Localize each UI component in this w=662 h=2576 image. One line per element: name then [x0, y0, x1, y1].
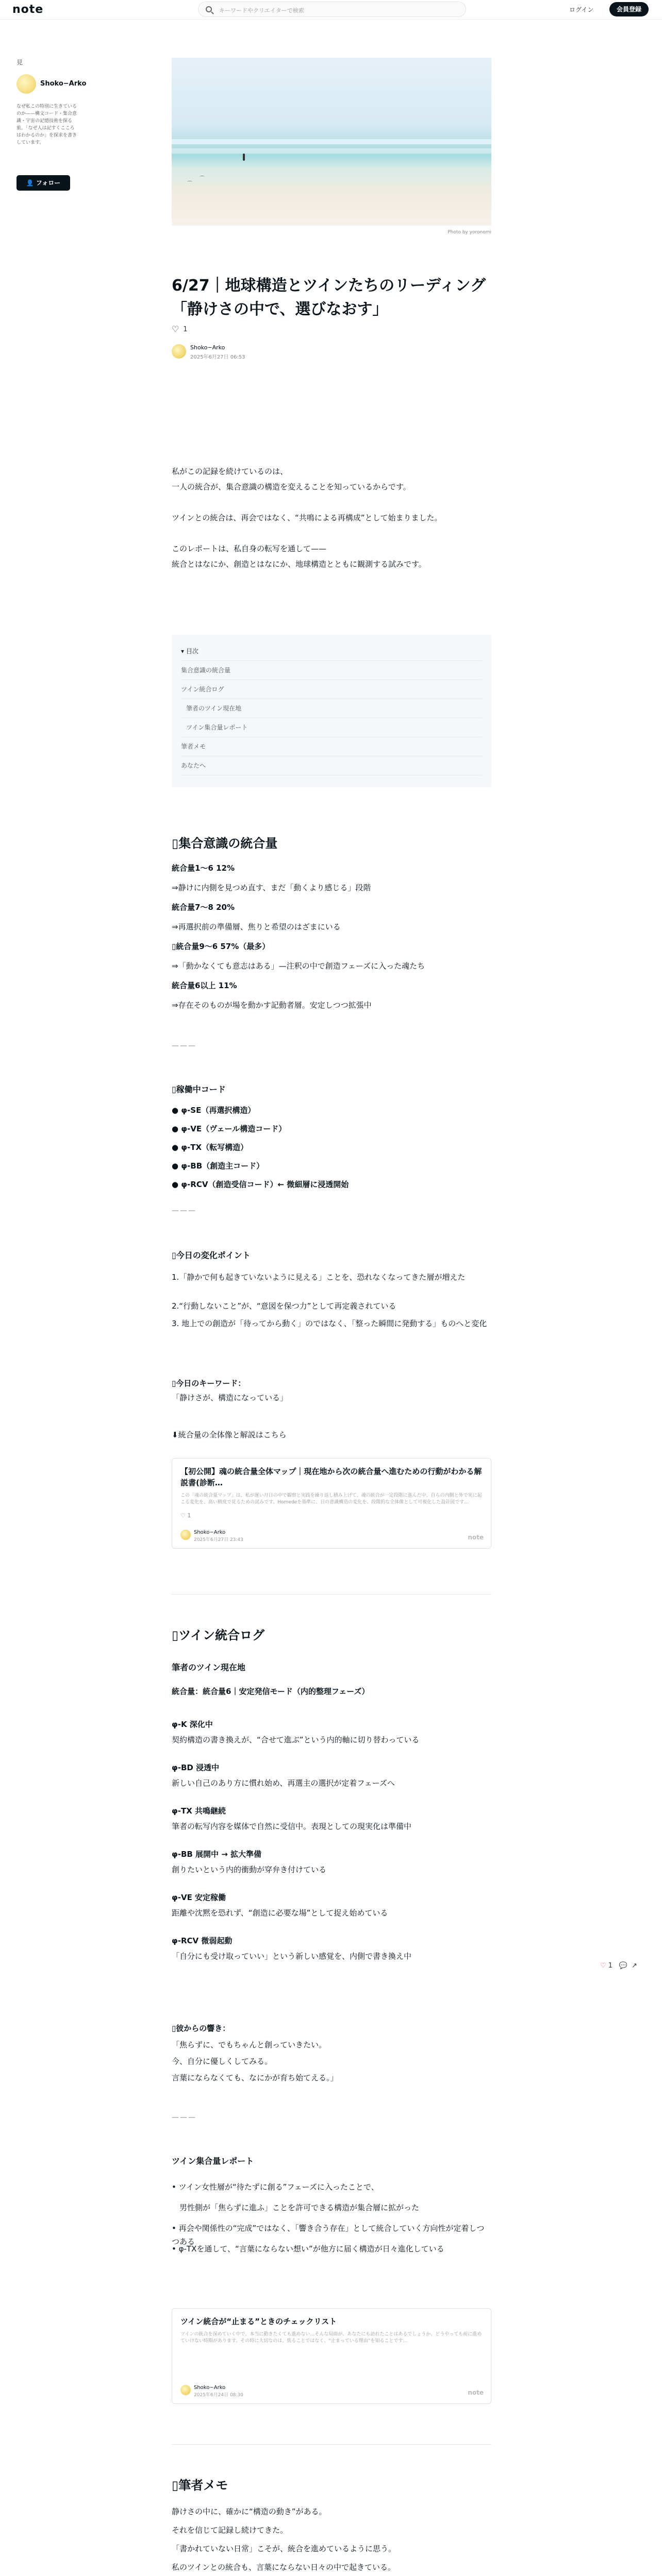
embedded-article-card[interactable]: [172, 2308, 491, 2404]
bird-shape: ⌒: [187, 181, 192, 187]
floating-actions: [600, 1962, 637, 1970]
text-line: 統合とはなにか、創造とはなにか、地球構造とともに観測する試みです。: [172, 560, 426, 569]
signup-button[interactable]: 会員登録: [609, 2, 649, 16]
search-placeholder: キーワードやクリエイターで検索: [219, 7, 304, 14]
section-heading: ▯稼働中コード: [172, 1084, 226, 1094]
publish-date: 2025年6月27日 06:53: [190, 354, 245, 360]
avatar[interactable]: [16, 74, 36, 94]
divider: [172, 1594, 491, 1595]
toc-item[interactable]: ツイン統合ログ: [181, 680, 482, 699]
section-heading: ▯筆者メモ: [172, 2478, 228, 2493]
card-excerpt: この「魂の統合量マップ」は、私が運い月日の中で観察と実践を繰り返し積み上げて、魂の統合が一定段階に進んだ中、自らの内側と外で実に起こる変化を、高い精度で見るための試みです。Homedeを基準に、日の意識構造の変化を、段階的な全体像として可視化した設計図です…: [180, 1493, 482, 1505]
text-line: 私がこの記録を続けているのは、: [172, 467, 288, 476]
text-line: ツインとの統合は、再会ではなく、“共鳴による再構成”として始まりました。: [172, 513, 442, 522]
text-line: 一人の統合が、集合意識の構造を変えることを知っているからです。: [172, 482, 411, 492]
toc-item[interactable]: 集合意識の統合量: [181, 661, 482, 680]
like-count: 1: [183, 326, 188, 333]
text-line: ⇒静けに内側を見つめ直す、まだ「動くより感じる」段階: [172, 883, 371, 892]
text-line: φ-VE 安定稼働: [172, 1893, 226, 1902]
sidebar-author-name[interactable]: Shoko−Arko: [40, 80, 87, 88]
author-name[interactable]: Shoko−Arko: [190, 344, 225, 351]
text-line: 「自分にも受け取っていい」という新しい感覚を、内側で書き換え中: [172, 1952, 412, 1961]
card-excerpt: ツインの統合を深めていく中で、本当に動きたくても進めない…そんな局面が、あなたにも訪れたことはあるでしょうか。どうやっても前に進めていけない時期があります。その時に大切なのは、焦ることではなく、“止まっている理由”を知ることです…: [180, 2332, 482, 2344]
toc-item[interactable]: 筆者メモ: [181, 737, 482, 756]
toc-item[interactable]: あなたへ: [181, 756, 482, 775]
link-note: ⬇統合量の全体像と解説はこちら: [172, 1430, 287, 1439]
text-line: • 再会や関係性の“完成”ではなく、「響き合う存在」として統合していく方向性が定着しつつある: [172, 2224, 485, 2246]
avatar: [180, 1530, 191, 1540]
text-line: φ-K 深化中: [172, 1720, 213, 1729]
photo-credit[interactable]: Photo by yoronomi: [448, 230, 491, 235]
text-line: ● φ-VE（ヴェール構造コード）: [172, 1124, 287, 1133]
keyword-heading: ▯今日のキーワード：: [172, 1379, 246, 1388]
card-author: [180, 1530, 284, 1542]
text-line: • φ-TXを通して、“言葉にならない想い”が他方に届く構造が日々進化している: [172, 2244, 444, 2253]
avatar: [180, 2385, 191, 2395]
comment-icon[interactable]: 💬: [619, 1962, 627, 1970]
text-line: ⇒存在そのものが場を動かす記動者層。安定しつつ拡張中: [172, 1001, 372, 1010]
card-date: 2025年6月24日 08:30: [194, 2393, 243, 2398]
text-line: それを信じて記録し続けてきた。: [172, 2526, 288, 2535]
text-line: 統合量6以上 11%: [172, 981, 237, 990]
heart-icon[interactable]: ♡: [600, 1962, 606, 1970]
card-title[interactable]: 【初公開】魂の統合量全体マップ｜現在地から次の統合量へ進むための行動がわかる解説書(診断…: [180, 1467, 482, 1487]
text-line: 男性側が「焦らずに進ふ」ことを許可できる構造が集合層に拡がった: [172, 2203, 420, 2212]
wave-line: [172, 148, 491, 154]
state-line: 統合量：統合量6｜安定発信モード（内的整理フェーズ）: [172, 1687, 370, 1696]
top-header: [0, 0, 662, 20]
text-line: ● φ-SE（再選択構造）: [172, 1106, 256, 1115]
text-line: ⇒「動かなくても意志はある」—注釈の中で創造フェーズに入った魂たち: [172, 961, 425, 971]
text-line: • ツイン女性層が“待たずに創る”フェーズに入ったことで、: [172, 2182, 379, 2192]
section-heading: ▯集合意識の統合量: [172, 836, 278, 851]
from-heading: ▯彼からの響き：: [172, 2024, 230, 2033]
note-logo[interactable]: note: [12, 3, 44, 16]
table-of-contents: [172, 635, 491, 787]
card-title[interactable]: ツイン統合が“止まる”ときのチェックリスト: [180, 2317, 337, 2326]
separator: ———: [172, 1042, 196, 1050]
separator: ———: [172, 2113, 196, 2122]
separator: ———: [172, 1207, 196, 1215]
text-line: φ-BB 展開中 → 拡大準備: [172, 1850, 262, 1859]
card-author-name: Shoko−Arko: [194, 1530, 226, 1535]
text-line: 「焦らずに、でもちゃんと創っていきたい。: [172, 2040, 327, 2049]
section-heading: ▯今日の変化ポイント: [172, 1250, 251, 1260]
follow-label: フォロー: [36, 179, 61, 187]
wave-line: [172, 139, 491, 144]
card-date: 2025年6月27日 23:43: [194, 1537, 243, 1543]
article-title: 6/27｜地球構造とツインたちのリーディング「静けさの中で、選びなおす」: [172, 277, 486, 318]
sidebar-follow-button[interactable]: 👤 フォロー: [16, 175, 70, 191]
text-line: 1.「静かで何も起きていないように見える」ことを、恐れなくなってきた層が増えた: [172, 1273, 466, 1282]
toc-title[interactable]: ▾ 目次: [181, 642, 482, 661]
text-line: ⇒再選択前の準備層、焦りと希望のはざまにいる: [172, 922, 341, 931]
divider: [172, 2444, 491, 2445]
text-line: φ-RCV 微弱起動: [172, 1936, 233, 1945]
heart-icon: [172, 327, 179, 333]
text-line: 統合量7〜8 20%: [172, 903, 235, 912]
text-line: φ-TX 共鳴継続: [172, 1806, 226, 1816]
sidebar-magazine-label: 見: [16, 59, 23, 66]
text-line: 私のツインとの統合も、言葉にならない日々の中で起きている。: [172, 2563, 395, 2572]
text-line: 創りたいという内的衝動が穿弁き付けている: [172, 1865, 327, 1874]
avatar: [172, 344, 186, 359]
share-icon[interactable]: ↗: [631, 1962, 637, 1970]
search-input[interactable]: [198, 2, 466, 17]
card-author-name: Shoko−Arko: [194, 2385, 226, 2391]
toc-item[interactable]: 筆者のツイン現在地: [181, 699, 482, 718]
text-line: 2.“行動しないこと”が、“意図を保つ力”として再定義されている: [172, 1301, 396, 1311]
text-line: 言葉にならなくても、なにかが育ち始てえる。」: [172, 2073, 338, 2082]
sidebar-author-bio: なぜ私この特別に生きているのか——構文コード・集合意識・宇宙の記憶技術を探る旅。「なぜ人は記すくこころはわかるのか」を探求を書きしています。: [16, 104, 77, 145]
text-line: 統合量1〜6 12%: [172, 863, 235, 873]
text-line: ● φ-RCV（創造受信コード）← 微細層に浸透開始: [172, 1180, 349, 1189]
note-logo: note: [468, 1534, 484, 1541]
beach-figure: [243, 154, 245, 161]
section-heading: ツイン集合量レポート: [172, 2156, 254, 2166]
sidebar-profile: [16, 58, 87, 187]
text-line: このレポートは、私自身の転写を通して——: [172, 544, 327, 553]
search-icon: [206, 6, 212, 12]
text-line: 静けさの中に、確かに“構造の動き”がある。: [172, 2507, 327, 2516]
sub-heading: 筆者のツイン現在地: [172, 1663, 245, 1672]
keyword-text: 「静けさが、構造になっている」: [172, 1393, 288, 1402]
text-line: 新しい自己のあり方に慣れ始め、再選主の選択が定着フェーズへ: [172, 1778, 395, 1788]
bird-shape: ⌒: [200, 176, 205, 182]
note-logo: note: [468, 2389, 484, 2396]
card-author: [180, 2385, 284, 2397]
text-line: 「書かれていない日常」こそが、統合を進めているように思う。: [172, 2544, 396, 2553]
text-line: φ-BD 浸透中: [172, 1763, 220, 1772]
text-line: ▯統合量9〜6 57%（最多）: [172, 942, 270, 951]
card-likes: ♡ 1: [180, 1512, 191, 1519]
float-like-count: 1: [608, 1962, 613, 1970]
text-line: ● φ-TX（転写構造）: [172, 1143, 249, 1152]
text-line: 今、自分に優しくしてみる。: [172, 2057, 273, 2066]
text-line: 契約構造の書き換えが、“合せて進ぶ”という内的軸に切り替わっている: [172, 1735, 420, 1744]
text-line: 距離や沈黙を恐れず、“創造に必要な場”として捉え始めている: [172, 1908, 388, 1918]
hero-image: [172, 58, 491, 226]
like-count-top[interactable]: [172, 326, 188, 333]
text-line: ● φ-BB（創造主コード）: [172, 1161, 264, 1171]
text-line: 筆者の転写内容を媒体で自然に受信中。表現としての現実化は準備中: [172, 1822, 412, 1831]
text-line: 3. 地上での創造が「待ってから動く」のではなく、「整った瞬間に発動する」ものへと変化: [172, 1319, 487, 1328]
login-link[interactable]: ログイン: [569, 6, 594, 13]
embedded-article-card[interactable]: [172, 1458, 491, 1549]
toc-item[interactable]: ツイン集合量レポート: [181, 718, 482, 737]
section-heading: ▯ツイン統合ログ: [172, 1628, 265, 1642]
